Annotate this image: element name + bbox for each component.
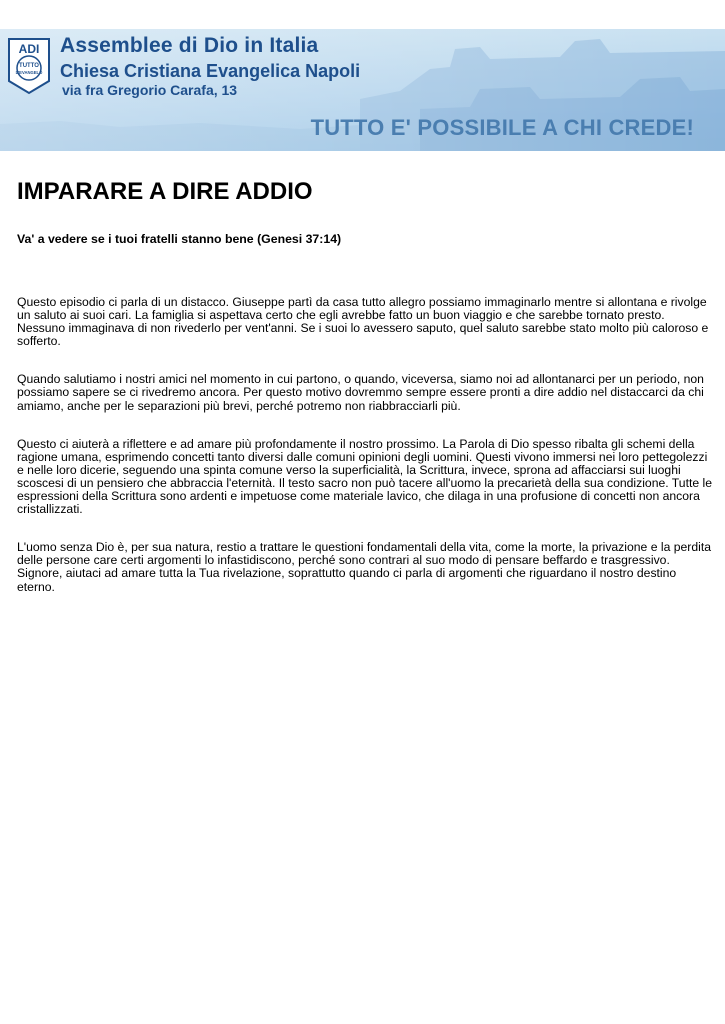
adi-logo [6,37,52,95]
paragraph: Questo episodio ci parla di un distacco. Giuseppe partì da casa tutto allegro possiamo immaginarlo mentre si allontana e rivolge un saluto ai suoi cari. La famiglia si aspettava certo che egli avrebbe fatto un buon viaggio e che sarebbe tornato presto. Nessuno immaginava di non rivederlo per vent'anni. Se i suoi lo avessero saputo, quel saluto sarebbe stato molto più caloroso e sofferto. [17,295,709,349]
article-body [17,296,712,619]
org-title: Assemblee di Dio in Italia [60,34,319,57]
motto: TUTTO E' POSSIBILE A CHI CREDE! [310,115,694,140]
svg-text:ADI: ADI [18,42,40,56]
paragraph: Quando salutiamo i nostri amici nel momento in cui partono, o quando, viceversa, siamo noi ad allontanarci per un periodo, non possiamo sapere se ci rivedremo ancora. Per questo motivo dovremmo sempre essere pronti a dire addio nel distaccarci da chi amiamo, anche per le separazioni più brevi, perché potremo non riabbracciarli più. [17,372,704,413]
article-title: IMPARARE A DIRE ADDIO [17,178,313,205]
svg-text:TUTTO: TUTTO [19,63,39,69]
paragraph: L'uomo senza Dio è, per sua natura, restio a trattare le questioni fondamentali della vita, come la morte, la privazione e la perdita delle persone care certi argomenti lo infastidiscono, perché sono contrari al suo modo di pensare beffardo e trasgressivo. Signore, aiutaci ad amare tutta la Tua rivelazione, soprattutto quando ci parla di argomenti che riguardano il nostro destino eterno. [17,540,712,594]
bible-verse: Va' a vedere se i tuoi fratelli stanno bene (Genesi 37:14) [17,232,342,246]
header-banner [0,29,725,151]
svg-text:L'EVANGELO: L'EVANGELO [15,70,43,75]
church-name: Chiesa Cristiana Evangelica Napoli [60,61,361,81]
paragraph: Questo ci aiuterà a riflettere e ad amare più profondamente il nostro prossimo. La Parola di Dio spesso ribalta gli schemi della ragione umana, esprimendo concetti tanto diversi dalle comuni opinioni degli uomini. Questi vivono immersi nei loro pettegolezzi e nelle loro dicerie, seguendo una spinta comune verso la superficialità, la Scrittura, invece, sprona ad affacciarsi sui luoghi scoscesi di un pensiero che abbraccia l'eternità. Il testo sacro non può tacere all'uomo la precarietà della sua condizione. Tutte le espressioni della Scrittura sono ardenti e impetuose come materiale lavico, che dilaga in una profusione di concetti non ancora cristallizzati. [17,436,713,517]
church-address: via fra Gregorio Carafa, 13 [62,82,238,98]
